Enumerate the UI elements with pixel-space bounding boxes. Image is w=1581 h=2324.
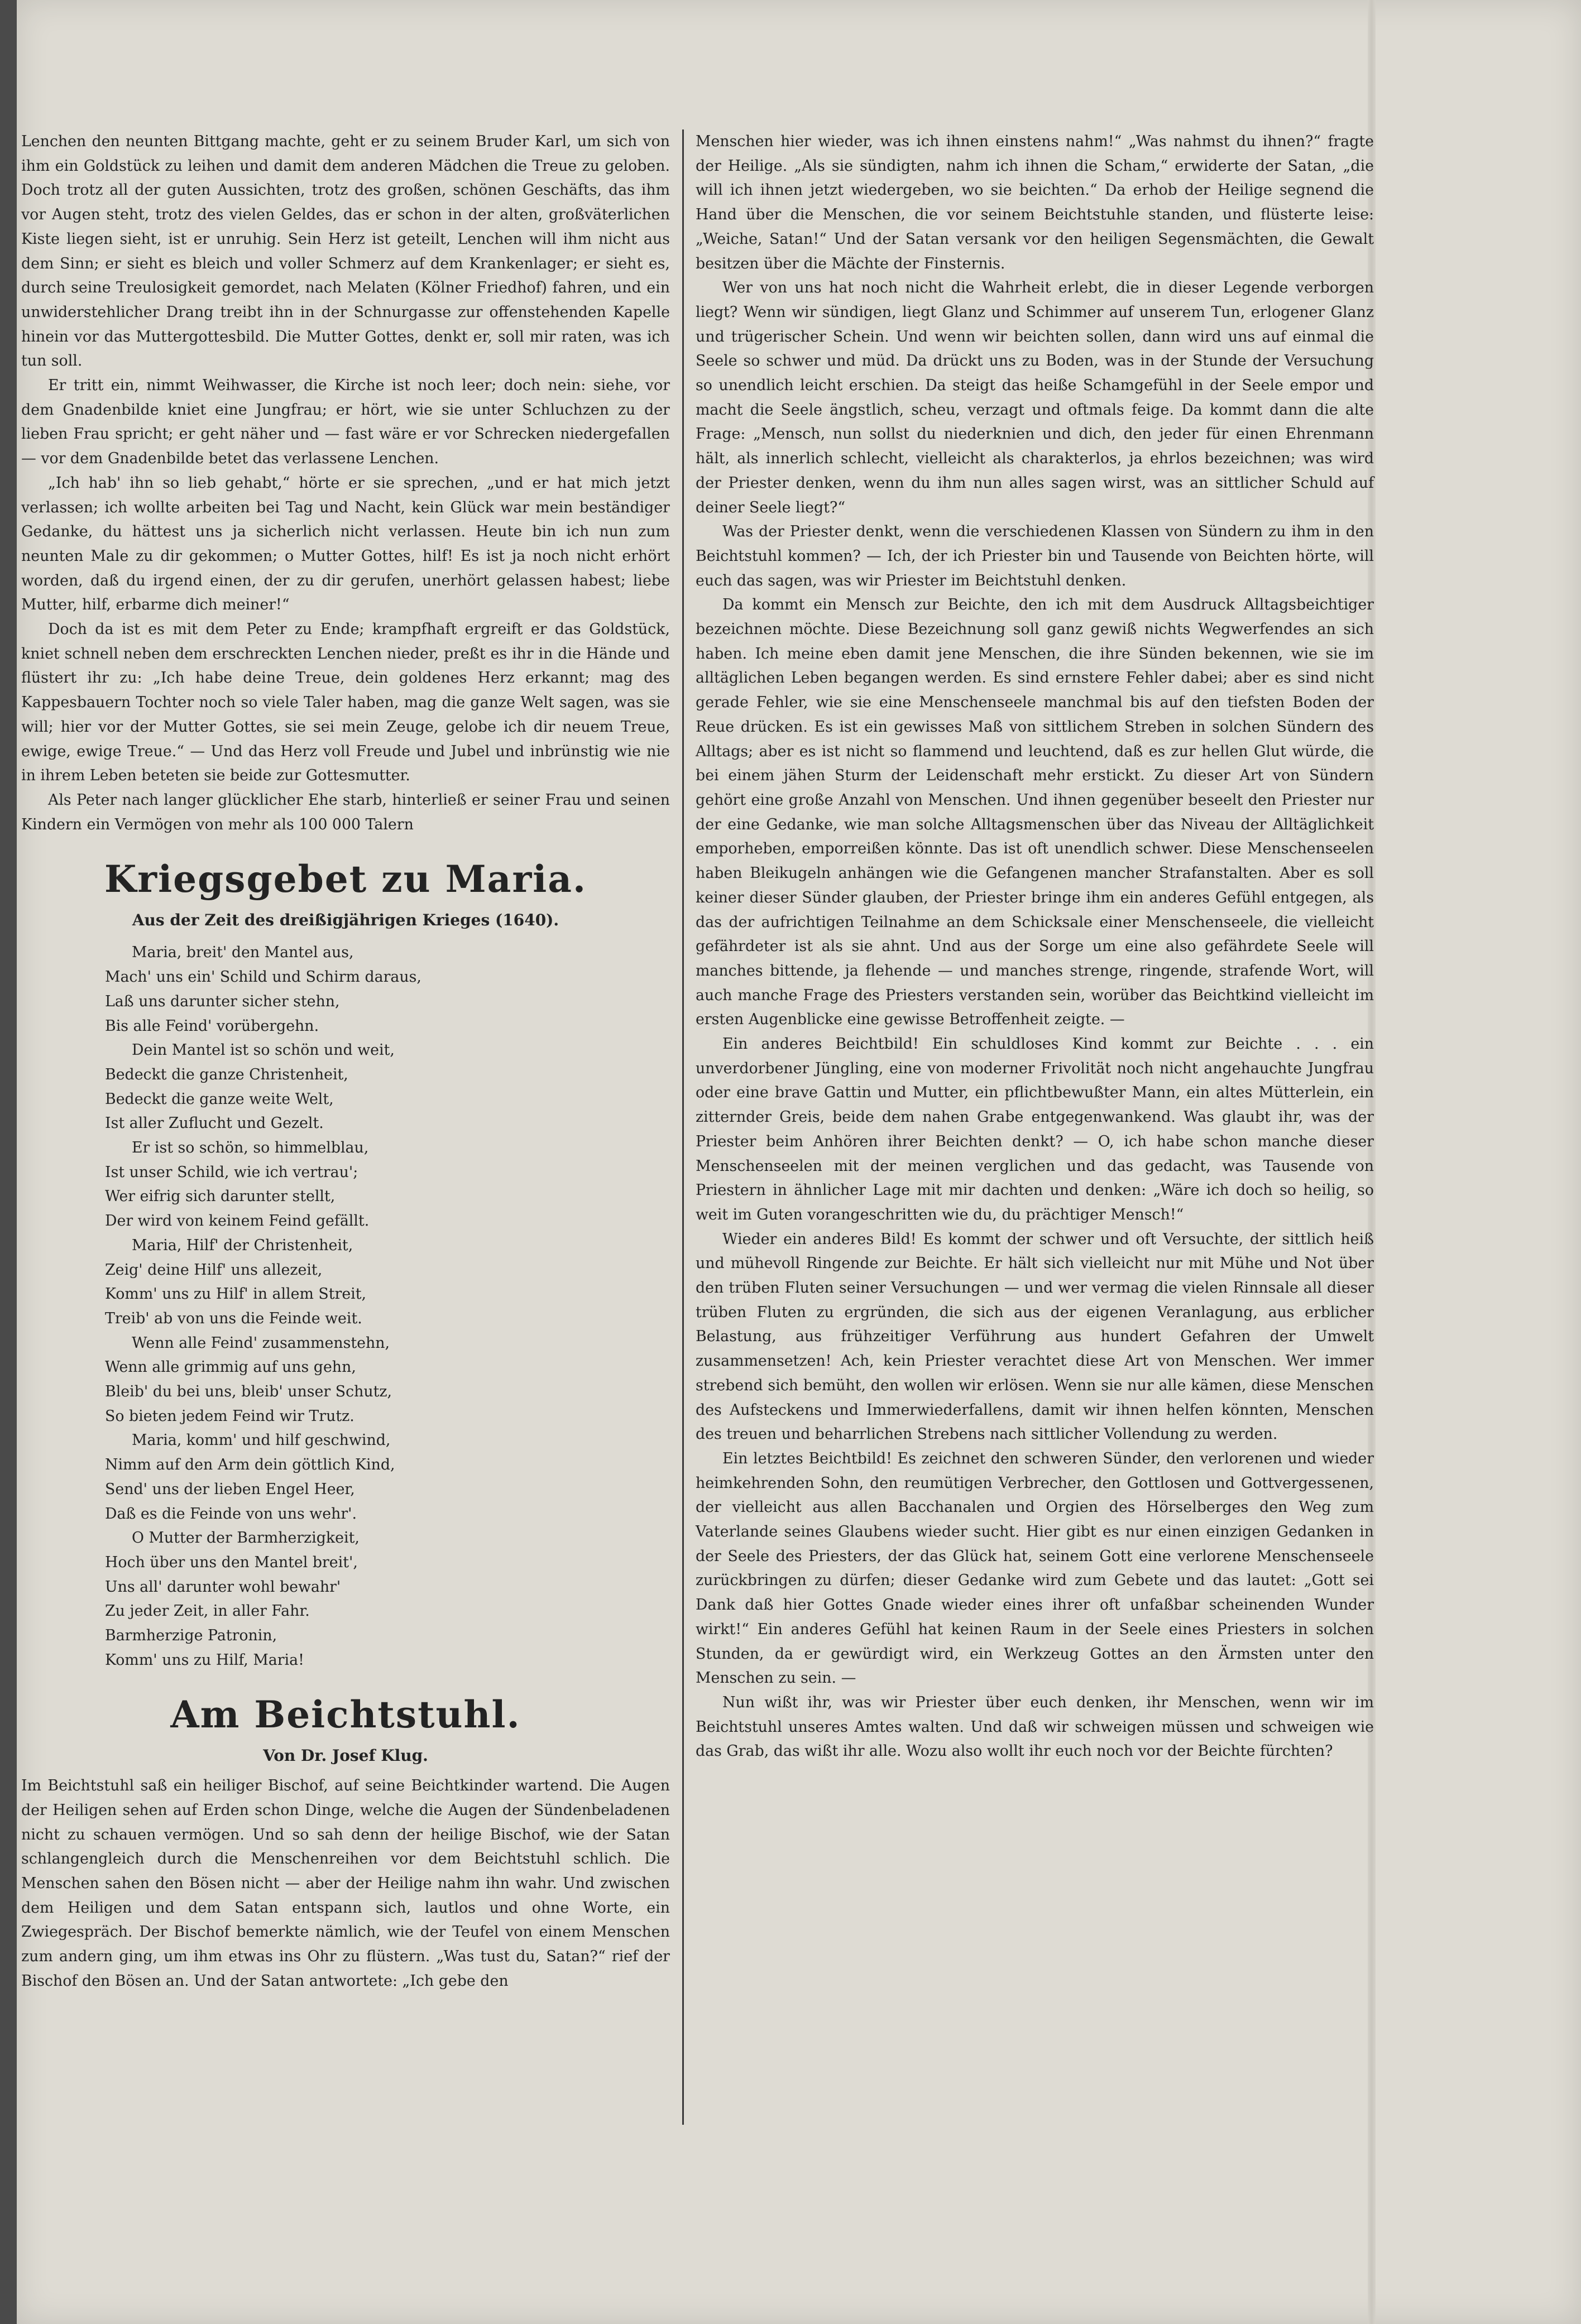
article-paragraph: Ein anderes Beichtbild! Ein schuldloses Kind kommt zur Beichte . . . ein unverdorbener Jüngling, eine von moderner Frivolität noch nicht angehauchte Jungfrau oder eine brave Gattin und Mutter, ein pflichtbewußter Mann, ein altes Mütterlein, ein zitternder Greis, beide dem nahen Grabe entgegenwankend. Was glaubt ihr, was der Priester beim Anhören ihrer Beichten denkt? — O, ich habe schon manche dieser Menschenseelen mit der meinen verglichen und das gedacht, was Tausende von Priestern in ähnlicher Lage mit mir dachten und denken: „Wäre ich doch so heilig, so weit im Guten vorangeschritten wie du, du prächtiger Mensch!“ bbox=[696, 1035, 1374, 1223]
story-paragraph: Er tritt ein, nimmt Weihwasser, die Kirche ist noch leer; doch nein: siehe, vor dem Gnadenbilde kniet eine Jungfrau; er hört, wie sie unter Schluchzen zu der lieben Frau spricht; er geht näher und — fast wäre er vor Schrecken niedergefallen — vor dem Gnadenbilde betet das verlassene Lenchen. bbox=[21, 377, 670, 468]
newspaper-page bbox=[17, 0, 1581, 2324]
article-byline: Von Dr. Josef Klug. bbox=[263, 1746, 428, 1765]
poem-line: So bieten jedem Feind wir Trutz. bbox=[105, 1407, 354, 1425]
article-paragraph: Im Beichtstuhl saß ein heiliger Bischof, auf seine Beichtkinder wartend. Die Augen der Heiligen sehen auf Erden schon Dinge, welche die Augen der Sündenbeladenen nicht zu schauen vermögen. Und so sah denn der heilige Bischof, wie der Satan schlangengleich durch die Menschenreihen vor dem Beichtstuhl schlich. Die Menschen sahen den Bösen nicht — aber der Heilige nahm ihn wahr. Und zwischen dem Heiligen und dem Satan entspann sich, lautlos und ohne Worte, ein Zwiegespräch. Der Bischof bemerkte nämlich, wie der Teufel von einem Menschen zum andern ging, um ihm etwas ins Ohr zu flüstern. „Was tust du, Satan?“ rief der Bischof den Bösen an. Und der Satan antwortete: „Ich gebe den bbox=[21, 1777, 670, 1990]
poem-line: Wer eifrig sich darunter stellt, bbox=[105, 1188, 336, 1206]
poem-line: Wenn alle Feind' zusammenstehn, bbox=[132, 1334, 390, 1352]
poem-line: Hoch über uns den Mantel breit', bbox=[105, 1553, 358, 1571]
poem-line: Komm' uns zu Hilf, Maria! bbox=[105, 1651, 304, 1669]
left-column bbox=[21, 129, 670, 1994]
poem-line: Ist aller Zuflucht und Gezelt. bbox=[105, 1115, 324, 1132]
poem bbox=[105, 940, 670, 1672]
poem-line: Send' uns der lieben Engel Heer, bbox=[105, 1480, 355, 1498]
poem-line: Er ist so schön, so himmelblau, bbox=[132, 1139, 369, 1157]
poem-line: Ist unser Schild, wie ich vertrau'; bbox=[105, 1163, 358, 1181]
story-paragraph: Als Peter nach langer glücklicher Ehe starb, hinterließ er seiner Frau und seinen Kindern ein Vermögen von mehr als 100 000 Talern bbox=[21, 791, 670, 833]
article-title: Am Beichtstuhl. bbox=[170, 1693, 521, 1737]
poem-line: Laß uns darunter sicher stehn, bbox=[105, 992, 340, 1010]
poem-line: Der wird von keinem Feind gefällt. bbox=[105, 1212, 370, 1230]
article-paragraph: Wieder ein anderes Bild! Es kommt der schwer und oft Versuchte, der sittlich heiß und mühevoll Ringende zur Beichte. Er hält sich vielleicht nur mit Mühe und Not über den trüben Fluten seiner Versuchungen — und wer vermag die vielen Rinnsale all dieser trüben Fluten zu ergründen, die sich aus der eigenen Veranlagung, aus erblicher Belastung, aus frühzeitiger Verführung aus hundert Gefahren der Umwelt zusammensetzen! Ach, kein Priester verachtet diese Art von Menschen. Wer immer strebend sich bemüht, den wollen wir erlösen. Wenn sie nur alle kämen, diese Menschen des Aufsteckens und Immerwiederfallens, damit wir ihnen helfen könnten, Menschen des treuen und beharrlichen Strebens nach sittlicher Vollendung zu werden. bbox=[696, 1230, 1374, 1443]
poem-line: Daß es die Feinde von uns wehr'. bbox=[105, 1505, 357, 1523]
scan-edge bbox=[0, 0, 17, 2324]
poem-line: Komm' uns zu Hilf' in allem Streit, bbox=[105, 1285, 367, 1303]
poem-line: Dein Mantel ist so schön und weit, bbox=[132, 1041, 395, 1059]
right-column bbox=[696, 129, 1374, 1764]
story-paragraph: Doch da ist es mit dem Peter zu Ende; krampfhaft ergreift er das Goldstück, kniet schnell neben dem erschreckten Lenchen nieder, preßt es ihr in die Hände und flüstert ihr zu: „Ich habe deine Treue, dein goldenes Herz erkannt; mag des Kappesbauern Tochter noch so viele Taler haben, mag die ganze Welt sagen, was sie will; hier vor der Mutter Gottes, sie sei mein Zeuge, gelobe ich dir neuem Treue, ewige, ewige Treue.“ — Und das Herz voll Freude und Jubel und inbrünstig wie nie in ihrem Leben beteten sie beide zur Gottesmutter. bbox=[21, 621, 670, 785]
article-paragraph: Nun wißt ihr, was wir Priester über euch denken, ihr Menschen, wenn wir im Beichtstuhl unseres Amtes walten. Und daß wir schweigen müssen und schweigen wie das Grab, das wißt ihr alle. Wozu also wollt ihr euch noch vor der Beichte fürchten? bbox=[696, 1694, 1374, 1760]
poem-title: Kriegsgebet zu Maria. bbox=[104, 857, 587, 901]
poem-line: Barmherzige Patronin, bbox=[105, 1627, 277, 1645]
poem-line: Mach' uns ein' Schild und Schirm daraus, bbox=[105, 968, 421, 986]
story-paragraph: Lenchen den neunten Bittgang machte, geht er zu seinem Bruder Karl, um sich von ihm ein Goldstück zu leihen und damit dem anderen Mädchen die Treue zu geloben. Doch trotz all der guten Aussichten, trotz des großen, schönen Geschäfts, das ihm vor Augen steht, trotz des vielen Geldes, das er schon in der alten, großväterlichen Kiste liegen sieht, ist er unruhig. Sein Herz ist geteilt, Lenchen will ihm nicht aus dem Sinn; er sieht es bleich und voller Schmerz auf dem Krankenlager; er sieht es, durch seine Treulosigkeit gemordet, nach Melaten (Kölner Friedhof) fahren, und ein unwiderstehlicher Drang treibt ihn in der Schnurgasse zur offenstehenden Kapelle hinein vor das Muttergottesbild. Die Mutter Gottes, denkt er, soll mir raten, was ich tun soll. bbox=[21, 133, 670, 370]
poem-line: Bis alle Feind' vorübergehn. bbox=[105, 1017, 319, 1035]
poem-line: Zeig' deine Hilf' uns allezeit, bbox=[105, 1261, 323, 1279]
article-paragraph: Da kommt ein Mensch zur Beichte, den ich mit dem Ausdruck Alltagsbeichtiger bezeichnen möchte. Diese Bezeichnung soll ganz gewiß nichts Wegwerfendes an sich haben. Ich meine eben damit jene Menschen, die ihre Sünden bekennen, wie sie im alltäglichen Leben begangen werden. Es sind ernstere Fehler dabei; aber es sind nicht gerade Fehler, wie sie eine Menschenseele manchmal bis auf den tiefsten Boden der Reue drücken. Es ist ein gewisses Maß von sittlichem Streben in solchen Sündern des Alltags; aber es ist nicht so flammend und leuchtend, daß es zur hellen Glut würde, die bei einem jähen Sturm der Leidenschaft mehr erstickt. Zu dieser Art von Sündern gehört eine große Anzahl von Menschen. Und ihnen gegenüber beseelt den Priester nur der eine Gedanke, wie man solche Alltagsmenschen über das Niveau der Alltäglichkeit emporheben, emporreißen könnte. Das ist oft unendlich schwer. Diese Menschenseelen haben Bleikugeln anhängen wie die Gefangenen mancher Strafanstalten. Aber es soll keiner dieser Sünder glauben, der Priester bringe ihm ein anderes Gefühl entgegen, als das der aufrichtigen Teilnahme an dem Schicksale einer Menschenseele, die vielleicht gefährdeter ist als sie ahnt. Und aus der Sorge um eine also gefährdete Seele will manches bittende, ja flehende — und manches strenge, ringende, strafende Wort, will auch manche Frage des Priesters verstanden sein, worüber das Beichtkind vielleicht im ersten Augenblicke eine gewisse Betroffenheit zeigte. — bbox=[696, 596, 1374, 1029]
poem-line: O Mutter der Barmherzigkeit, bbox=[132, 1529, 360, 1547]
poem-line: Bedeckt die ganze weite Welt, bbox=[105, 1090, 334, 1108]
column-divider bbox=[682, 129, 684, 2125]
poem-line: Maria, Hilf' der Christenheit, bbox=[132, 1236, 353, 1254]
poem-line: Maria, breit' den Mantel aus, bbox=[132, 944, 354, 962]
story-paragraph: „Ich hab' ihn so lieb gehabt,“ hörte er sie sprechen, „und er hat mich jetzt verlassen; ich wollte arbeiten bei Tag und Nacht, kein Glück war mein beständiger Gedanke, du hättest uns ja sicherlich nicht verlassen. Heute bin ich nun zum neunten Male zu dir gekommen; o Mutter Gottes, hilf! Es ist ja noch nicht erhört worden, daß du irgend einen, der zu dir gerufen, unerhört gelassen habest; liebe Mutter, hilf, erbarme dich meiner!“ bbox=[21, 474, 670, 614]
poem-line: Bleib' du bei uns, bleib' unser Schutz, bbox=[105, 1383, 392, 1401]
poem-line: Bedeckt die ganze Christenheit, bbox=[105, 1065, 348, 1083]
article-paragraph: Ein letztes Beichtbild! Es zeichnet den schweren Sünder, den verlorenen und wieder heimkehrenden Sohn, den reumütigen Verbrecher, den Gottlosen und Gottvergessenen, der vielleicht aus allen Bacchanalen und Orgien des Hörselberges den Weg zum Vaterlande seines Glaubens wieder sucht. Hier gibt es nur einen einzigen Gedanken in der Seele des Priesters, der das Glück hat, seinem Gott eine verlorene Menschenseele zurückbringen zu dürfen; dieser Gedanke wird zum Gebete und das lautet: „Gott sei Dank daß hier Gottes Gnade wieder eines ihrer oft unfaßbar scheinenden Wunder wirkt!“ Ein anderes Gefühl hat keinen Raum in der Seele eines Priesters in solchen Stunden, da er gewürdigt wird, ein Werkzeug Gottes an den Ärmsten unter den Menschen zu sein. — bbox=[696, 1449, 1374, 1687]
poem-line: Maria, komm' und hilf geschwind, bbox=[132, 1432, 391, 1449]
article-paragraph: Wer von uns hat noch nicht die Wahrheit erlebt, die in dieser Legende verborgen liegt? Wenn wir sündigen, liegt Glanz und Schimmer auf unserem Tun, erlogener Glanz und trügerischer Schein. Und wenn wir beichten sollen, dann wird uns auf einmal die Seele so schwer und müd. Da drückt uns zu Boden, was in der Stunde der Versuchung so unendlich leicht erschien. Da steigt das heiße Schamgefühl in der Seele empor und macht die Seele ängstlich, scheu, verzagt und oftmals feige. Da kommt dann die alte Frage: „Mensch, nun sollst du niederknien und dich, den jeder für einen Ehrenmann hält, als innerlich schlecht, vielleicht als charakterlos, ja ehrlos bezeichnen; was wird der Priester denken, wenn du ihm nun alles sagen wirst, was an sittlicher Schuld auf deiner Seele liegt?“ bbox=[696, 279, 1374, 516]
poem-line: Uns all' darunter wohl bewahr' bbox=[105, 1578, 341, 1596]
poem-line: Zu jeder Zeit, in aller Fahr. bbox=[105, 1602, 310, 1620]
poem-subtitle: Aus der Zeit des dreißigjährigen Krieges (1640). bbox=[132, 911, 559, 930]
article-paragraph: Was der Priester denkt, wenn die verschiedenen Klassen von Sündern zu ihm in den Beichtstuhl kommen? — Ich, der ich Priester bin und Tausende von Beichten hörte, will euch das sagen, was wir Priester im Beichtstuhl denken. bbox=[696, 523, 1374, 589]
poem-line: Nimm auf den Arm dein göttlich Kind, bbox=[105, 1456, 395, 1474]
poem-line: Treib' ab von uns die Feinde weit. bbox=[105, 1309, 362, 1327]
article-paragraph: Menschen hier wieder, was ich ihnen einstens nahm!“ „Was nahmst du ihnen?“ fragte der Heilige. „Als sie sündigten, nahm ich ihnen die Scham,“ erwiderte der Satan, „die will ich ihnen jetzt wiedergeben, wo sie beichten.“ Da erhob der Heilige segnend die Hand über die Menschen, die vor seinem Beichtstuhle standen, und flüsterte leise: „Weiche, Satan!“ Und der Satan versank vor den heiligen Segensmächten, die Gewalt besitzen über die Mächte der Finsternis. bbox=[696, 133, 1374, 272]
poem-line: Wenn alle grimmig auf uns gehn, bbox=[105, 1358, 356, 1376]
